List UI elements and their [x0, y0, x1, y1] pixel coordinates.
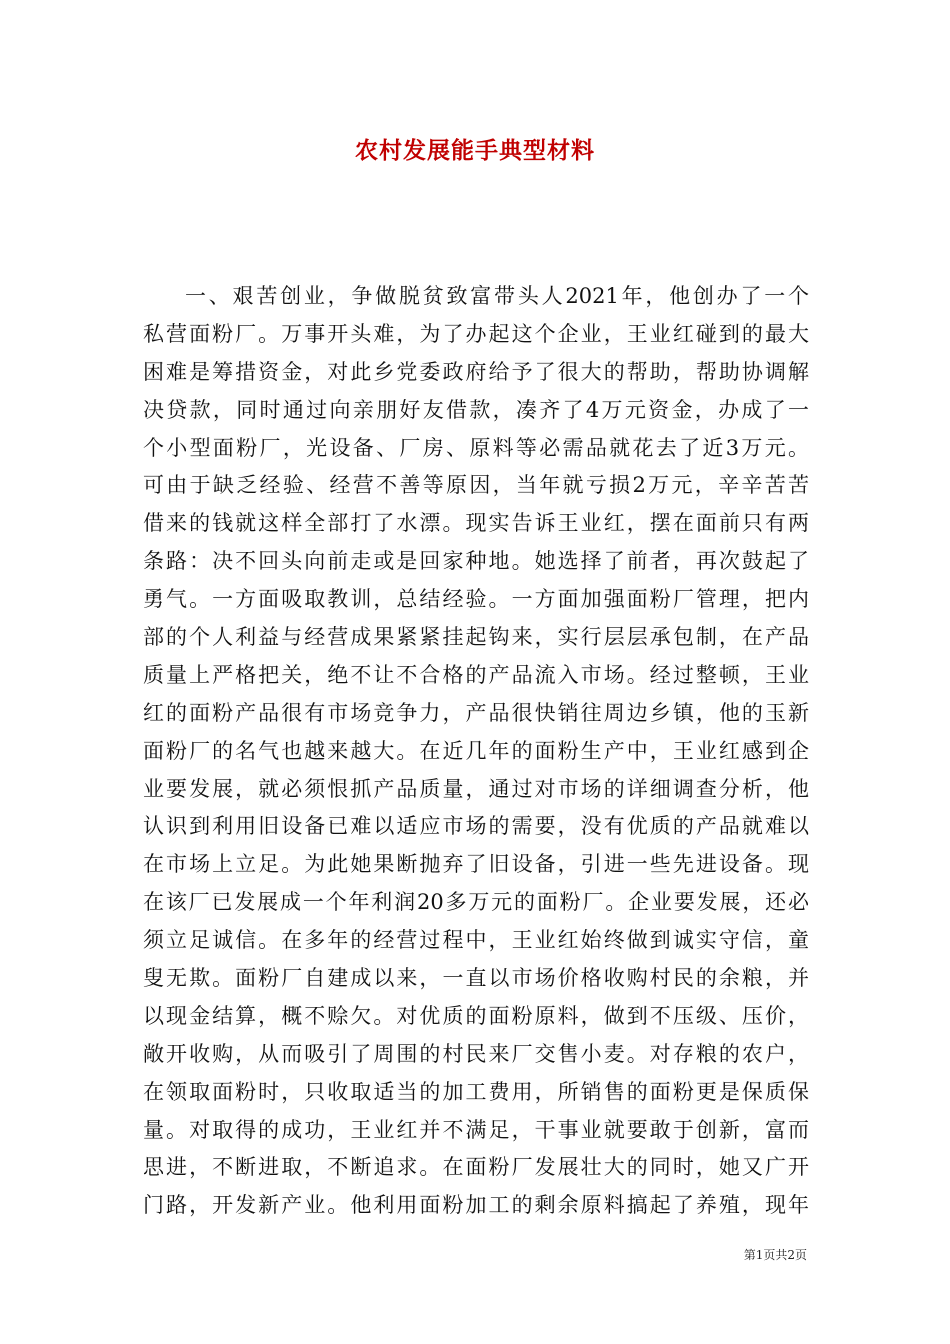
- paragraph-line: 决贷款，同时通过向亲朋好友借款，凑齐了4万元资金，办成了一: [143, 397, 809, 422]
- paragraph-line: 在领取面粉时，只收取适当的加工费用，所销售的面粉更是保质保: [143, 1079, 809, 1104]
- page-title: 农村发展能手典型材料: [355, 137, 595, 164]
- paragraph-line: 私营面粉厂。万事开头难，为了办起这个企业，王业红碰到的最大: [143, 321, 809, 346]
- paragraph-line: 量。对取得的成功，王业红并不满足，干事业就要敢于创新，富而: [143, 1117, 809, 1142]
- paragraph-line: 红的面粉产品很有市场竞争力，产品很快销往周边乡镇，他的玉新: [143, 700, 809, 725]
- paragraph-line: 叟无欺。面粉厂自建成以来，一直以市场价格收购村民的余粮，并: [143, 966, 809, 991]
- paragraph-line: 敞开收购，从而吸引了周围的村民来厂交售小麦。对存粮的农户，: [143, 1041, 809, 1066]
- paragraph-line: 在市场上立足。为此她果断抛弃了旧设备，引进一些先进设备。现: [143, 852, 809, 877]
- paragraph-line: 可由于缺乏经验、经营不善等原因，当年就亏损2万元，辛辛苦苦: [143, 473, 809, 498]
- paragraph-line: 借来的钱就这样全部打了水漂。现实告诉王业红，摆在面前只有两: [143, 511, 809, 536]
- paragraph-line: 以现金结算，概不赊欠。对优质的面粉原料，做到不压级、压价，: [143, 1003, 809, 1028]
- paragraph-line: 质量上严格把关，绝不让不合格的产品流入市场。经过整顿，王业: [143, 662, 809, 687]
- paragraph-line: 条路：决不回头向前走或是回家种地。她选择了前者，再次鼓起了: [143, 549, 809, 574]
- paragraph-line: 业要发展，就必须恨抓产品质量，通过对市场的详细调查分析，他: [143, 776, 809, 801]
- paragraph-line: 认识到利用旧设备已难以适应市场的需要，没有优质的产品就难以: [143, 814, 809, 839]
- paragraph-line: 一、艰苦创业，争做脱贫致富带头人2021年，他创办了一个: [185, 284, 809, 308]
- paragraph-line: 困难是筹措资金，对此乡党委政府给予了很大的帮助，帮助协调解: [143, 359, 809, 384]
- paragraph-line: 个小型面粉厂，光设备、厂房、原料等必需品就花去了近3万元。: [143, 435, 809, 460]
- paragraph-line: 思进，不断进取，不断追求。在面粉厂发展壮大的同时，她又广开: [143, 1155, 809, 1180]
- paragraph-line: 勇气。一方面吸取教训，总结经验。一方面加强面粉厂管理，把内: [143, 587, 809, 612]
- page-number: 第1页共2页: [743, 1248, 807, 1262]
- paragraph-line: 门路，开发新产业。他利用面粉加工的剩余原料搞起了养殖，现年: [143, 1193, 809, 1218]
- paragraph-line: 须立足诚信。在多年的经营过程中，王业红始终做到诚实守信，童: [143, 928, 809, 953]
- paragraph-line: 部的个人利益与经营成果紧紧挂起钩来，实行层层承包制，在产品: [143, 625, 809, 650]
- paragraph-line: 面粉厂的名气也越来越大。在近几年的面粉生产中，王业红感到企: [143, 738, 809, 763]
- paragraph-line: 在该厂已发展成一个年利润20多万元的面粉厂。企业要发展，还必: [143, 890, 809, 915]
- body-paragraph: [143, 278, 809, 1225]
